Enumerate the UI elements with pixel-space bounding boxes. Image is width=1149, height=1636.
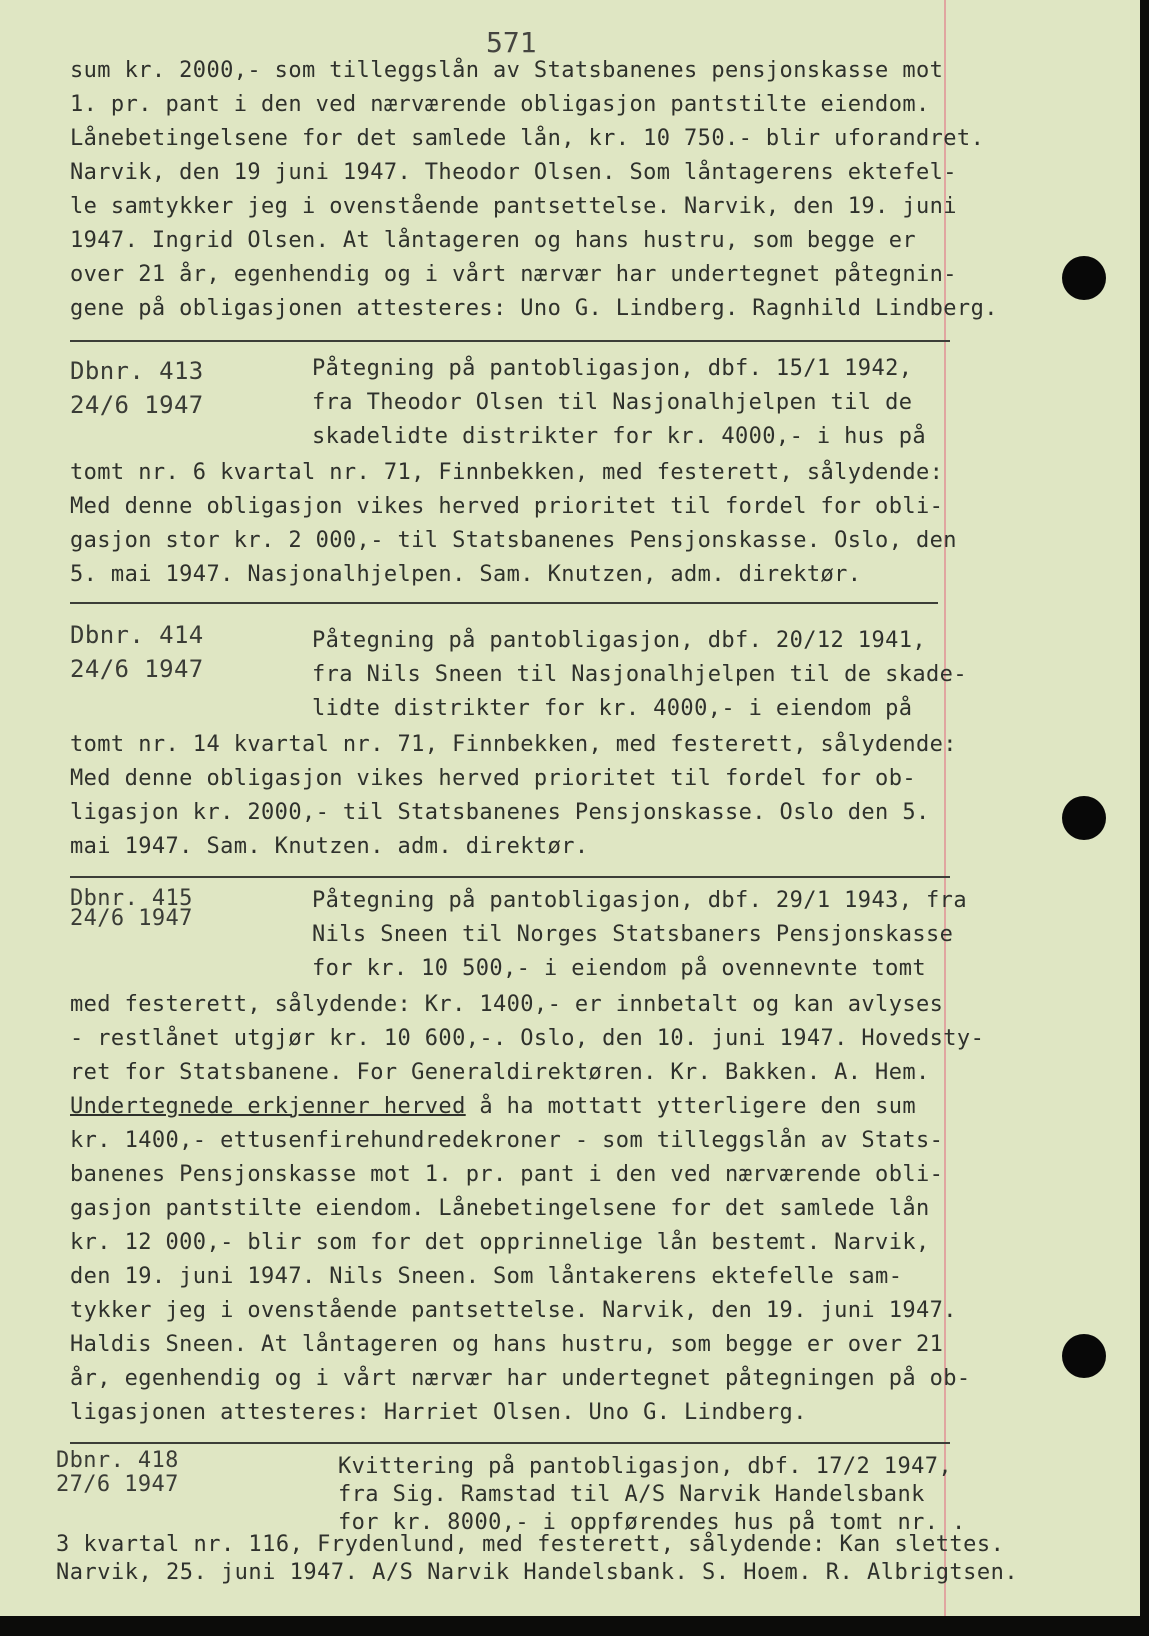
- text-line: gasjon stor kr. 2 000,- til Statsbanenes Pensjonskasse. Oslo, den: [70, 528, 957, 553]
- text-line: - restlånet utgjør kr. 10 600,-. Oslo, den 10. juni 1947. Hovedsty-: [70, 1026, 985, 1051]
- entry-header-line: fra Theodor Olsen til Nasjonalhjelpen til de: [312, 390, 913, 415]
- text-line: 1947. Ingrid Olsen. At låntageren og hans hustru, som begge er: [70, 228, 916, 253]
- text-line: kr. 1400,- ettusenfirehundredekroner - som tilleggslån av Stats-: [70, 1128, 944, 1153]
- entry-header-line: lidte distrikter for kr. 4000,- i eiendom på: [312, 696, 913, 721]
- entry-separator: [70, 1442, 950, 1444]
- page-number: 571: [486, 26, 537, 59]
- punch-hole: [1062, 256, 1106, 300]
- entry-header-line: Påtegning på pantobligasjon, dbf. 20/12 1941,: [312, 628, 927, 653]
- text-line: Lånebetingelsene for det samlede lån, kr. 10 750.- blir uforandret.: [70, 126, 985, 151]
- text-line: tomt nr. 14 kvartal nr. 71, Finnbekken, med festerett, sålydende:: [70, 732, 957, 757]
- text-line: den 19. juni 1947. Nils Sneen. Som låntakerens ektefelle sam-: [70, 1264, 903, 1289]
- text-line: 1. pr. pant i den ved nærværende obligasjon pantstilte eiendom.: [70, 92, 930, 117]
- text-line: 3 kvartal nr. 116, Frydenlund, med festerett, sålydende: Kan slettes.: [56, 1532, 1005, 1557]
- text-span: å ha mottatt ytterligere den sum: [465, 1094, 917, 1119]
- text-line: tomt nr. 6 kvartal nr. 71, Finnbekken, med festerett, sålydende:: [70, 460, 944, 485]
- text-line: [70, 1092, 916, 1122]
- entry-header-line: skadelidte distrikter for kr. 4000,- i hus på: [312, 424, 927, 449]
- text-line: tykker jeg i ovenstående pantsettelse. Narvik, den 19. juni 1947.: [70, 1298, 957, 1323]
- entry-header-line: Kvittering på pantobligasjon, dbf. 17/2 1947,: [338, 1454, 953, 1479]
- punch-hole: [1062, 796, 1106, 840]
- entry-header-line: fra Sig. Ramstad til A/S Narvik Handelsbank: [338, 1482, 925, 1507]
- underlined-phrase: Undertegnede erkjenner herved: [70, 1094, 466, 1119]
- text-line: Haldis Sneen. At låntageren og hans hustru, som begge er over 21: [70, 1332, 944, 1357]
- text-line: 5. mai 1947. Nasjonalhjelpen. Sam. Knutzen, adm. direktør.: [70, 562, 862, 587]
- text-line: med festerett, sålydende: Kr. 1400,- er innbetalt og kan avlyses: [70, 992, 944, 1017]
- text-line: ligasjonen attesteres: Harriet Olsen. Uno G. Lindberg.: [70, 1400, 807, 1425]
- entry-number: Dbnr. 415: [70, 886, 193, 911]
- entry-header-line: fra Nils Sneen til Nasjonalhjelpen til de skade-: [312, 662, 967, 687]
- entry-date: 24/6 1947: [70, 391, 204, 419]
- entry-number: Dbnr. 418: [56, 1448, 179, 1473]
- punch-hole: [1062, 1334, 1106, 1378]
- entry-header-line: for kr. 10 500,- i eiendom på ovennevnte tomt: [312, 956, 927, 981]
- text-line: le samtykker jeg i ovenstående pantsettelse. Narvik, den 19. juni: [70, 194, 957, 219]
- entry-separator: [70, 602, 938, 604]
- entry-header-line: for kr. 8000,- i oppførendes hus på tomt nr. .: [338, 1510, 966, 1535]
- entry-date: 24/6 1947: [70, 906, 193, 931]
- text-line: Med denne obligasjon vikes herved prioritet til fordel for obli-: [70, 494, 944, 519]
- entry-date: 27/6 1947: [56, 1472, 179, 1497]
- text-line: over 21 år, egenhendig og i vårt nærvær har undertegnet påtegnin-: [70, 262, 957, 287]
- entry-header-line: Nils Sneen til Norges Statsbaners Pensjonskasse: [312, 922, 954, 947]
- entry-separator: [70, 876, 950, 878]
- text-line: kr. 12 000,- blir som for det opprinnelige lån bestemt. Narvik,: [70, 1230, 930, 1255]
- text-line: Narvik, 25. juni 1947. A/S Narvik Handelsbank. S. Hoem. R. Albrigtsen.: [56, 1560, 1019, 1585]
- entry-number: Dbnr. 414: [70, 621, 204, 649]
- text-line: gasjon pantstilte eiendom. Lånebetingelsene for det samlede lån: [70, 1196, 930, 1221]
- text-line: år, egenhendig og i vårt nærvær har undertegnet påtegningen på ob-: [70, 1366, 971, 1391]
- entry-header-line: Påtegning på pantobligasjon, dbf. 15/1 1942,: [312, 356, 913, 381]
- text-line: sum kr. 2000,- som tilleggslån av Statsbanenes pensjonskasse mot: [70, 58, 944, 83]
- text-line: banenes Pensjonskasse mot 1. pr. pant i den ved nærværende obli-: [70, 1162, 944, 1187]
- text-line: mai 1947. Sam. Knutzen. adm. direktør.: [70, 834, 589, 859]
- text-line: Narvik, den 19 juni 1947. Theodor Olsen. Som låntagerens ektefel-: [70, 160, 957, 185]
- text-line: ligasjon kr. 2000,- til Statsbanenes Pensjonskasse. Oslo den 5.: [70, 800, 930, 825]
- entry-header-line: Påtegning på pantobligasjon, dbf. 29/1 1943, fra: [312, 888, 967, 913]
- entry-date: 24/6 1947: [70, 655, 204, 683]
- text-line: Med denne obligasjon vikes herved prioritet til fordel for ob-: [70, 766, 916, 791]
- entry-number: Dbnr. 413: [70, 357, 204, 385]
- text-line: ret for Statsbanene. For Generaldirektøren. Kr. Bakken. A. Hem.: [70, 1060, 930, 1085]
- entry-separator: [70, 340, 950, 342]
- text-line: gene på obligasjonen attesteres: Uno G. Lindberg. Ragnhild Lindberg.: [70, 296, 998, 321]
